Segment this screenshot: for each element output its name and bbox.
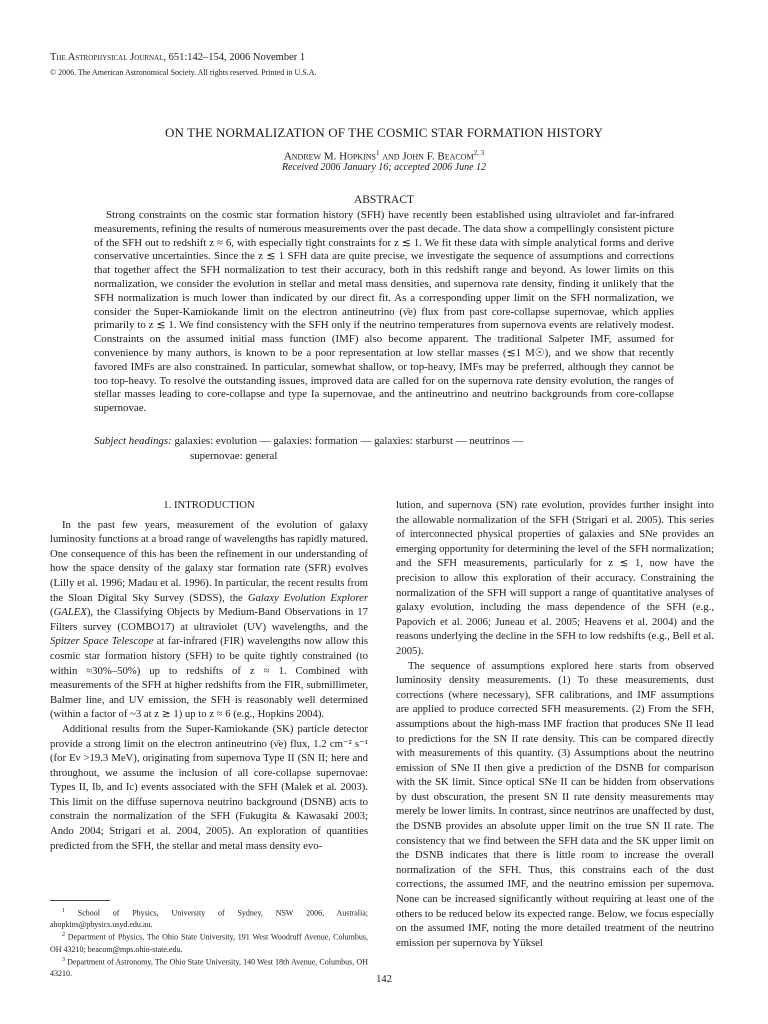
galex-mission-name: Galaxy Evolution Explorer: [247, 591, 369, 604]
body-paragraph-3: lution, and supernova (SN) rate evolution, provides further insight into the allowable normalization of the SFH (Strigari et al. 2005). This series of interconnected physical properties of galaxies and SNe provides an emerging opportunity for determining the level of the SFH normalization; and the SFH measurements, particularly for z ≲ 1, now have the precision to allow this exploration of their accuracy. Constraining the normalization of the SFH will support a range of quantitative analyses of galaxy evolution, including the mass dependence of the SFH (e.g., Papovich et al. 2006; Juneau et al. 2005; Heavens et al. 2004) and the reasons underlying the decline in the SFH to low redshifts (e.g., Bell et al. 2005).: [396, 499, 714, 657]
footnote-3-mark: 3: [62, 956, 65, 963]
journal-name: The Astrophysical Journal: [50, 52, 164, 63]
journal-citation-line: [50, 52, 305, 63]
subject-headings-line-1: [94, 434, 674, 449]
body-paragraph-1: [50, 518, 368, 722]
author-line: [50, 149, 718, 163]
author-conjunction: and: [379, 150, 403, 163]
section-heading-introduction: 1. INTRODUCTION: [163, 499, 255, 511]
footnote-1: [50, 906, 368, 930]
body-paragraph-1-part-a: In the past few years, measurement of the evolution of galaxy luminosity functions at a broad range of wavelengths has rapidly matured. One consequence of this has been the refinement in our understanding of how the space density of the galaxy star formation rate (SFR) evolves (Lilly et al. 1996; Madau et al. 1996). In particular, the recent results from the Sloan Digital Sky Survey (SDSS), the: [50, 518, 368, 604]
subject-headings-terms: galaxies: evolution — galaxies: formation — galaxies: starburst — neutrinos —: [171, 435, 524, 447]
body-paragraph-1-part-c: ), the Classifying Objects by Medium-Band Observations in 17 Filters survey (COMBO17) at ultraviolet (UV) wavelengths, and the: [50, 606, 368, 633]
footnote-2-text: Department of Physics, The Ohio State University, 191 West Woodruff Avenue, Columbus, OH 43210; beacom@mps.ohio-state.edu.: [50, 933, 368, 954]
footnote-3-text: Department of Astronomy, The Ohio State University, 140 West 18th Avenue, Columbus, OH 43210.: [50, 957, 368, 978]
subject-headings: [94, 434, 674, 463]
author-affiliation-mark-2: 2, 3: [473, 149, 485, 157]
copyright-line: [50, 68, 316, 77]
spitzer-telescope-name: Spitzer Space Telescope: [50, 635, 154, 648]
copyright-text: 2006. The American Astronomical Society. All rights reserved. Printed in U.S.A.: [56, 68, 317, 77]
body-paragraph-2: Additional results from the Super-Kamiokande (SK) particle detector provide a strong limit on the electron antineutrino (ν̄e) flux, 1.2 cm⁻² s⁻¹ (for Eν >19.3 MeV), originating from supernova Type II (SN II; here and throughout, we assume the inclusion of all core-collapse supernovae: Types II, Ib, and Ic) events associated with the SFH (Malek et al. 2003). This limit on the diffuse supernova neutrino background (DSNB) acts to constrain the normalization of the SFH (Fukugita & Kawasaki 2003; Ando 2004; Strigari et al. 2004, 2005). An exploration of quantities predicted from the SFH, the stellar and metal mass density evo-: [50, 722, 368, 852]
received-accepted-dates: Received 2006 January 16; accepted 2006 June 12: [281, 162, 487, 173]
footnote-1-text: School of Physics, University of Sydney, NSW 2006, Australia; ahopkins@physics.usyd.edu.au.: [50, 908, 368, 930]
body-paragraph-1-part-b: (: [50, 606, 54, 619]
page-number: 142: [376, 974, 392, 985]
footnote-2-mark: 2: [62, 932, 65, 939]
abstract-text: Strong constraints on the cosmic star formation history (SFH) have recently been established using ultraviolet and far-infrared measurements, refining the results of numerous measurements over the past decade. The data show a compellingly consistent picture of the SFH out to redshift z ≈ 6, with especially tight constraints for z ≲ 1. We fit these data with simple analytical forms and derive conservative uncertainties. Since the z ≲ 1 SFH data are quite precise, we investigate the sequence of assumptions and corrections that together affect the SFH normalization to test their accuracy, both in this redshift range and beyond. As lower limits on this normalization, we consider the evolution in stellar and metal mass densities, and supernova rate density, finding it unlikely that the SFH normalization is much lower than indicated by our direct fit. As a corresponding upper limit on the SFH normalization, we consider the Super-Kamiokande limit on the electron antineutrino (ν̄e) flux from past core-collapse supernovae, which applies primarily to z ≲ 1. We find consistency with the SFH only if the neutrino temperatures from supernova events are relatively modest. Constraints on the assumed initial mass function (IMF) also become apparent. The traditional Salpeter IMF, assumed for convenience by many authors, is known to be a poor representation at low stellar masses (≲1 M☉), and we show that recently favored IMFs are also constrained. In particular, somewhat shallow, or top-heavy, IMFs may be preferred, although they cannot be too top-heavy. To resolve the outstanding issues, improved data are called for on the supernova rate density evolution, the ranges of stellar masses leading to core-collapse and type Ia supernovae, and the antineutrino and neutrino backgrounds from core-collapse supernovae.: [94, 209, 674, 415]
footnote-1-mark: 1: [62, 908, 65, 914]
subject-headings-line-2: supernovae: general: [190, 449, 278, 462]
left-column: [50, 498, 368, 853]
author-name-2: John F. Beacom: [402, 150, 474, 163]
paper-title: ON THE NORMALIZATION OF THE COSMIC STAR FORMATION HISTORY: [164, 125, 604, 140]
abstract-heading: ABSTRACT: [353, 194, 415, 206]
footnote-divider: [50, 900, 110, 901]
right-column: [396, 498, 714, 950]
author-affiliation-mark-1: 1: [375, 149, 380, 157]
body-paragraph-4: The sequence of assumptions explored here starts from observed luminosity density measurements. (1) To these measurements, dust corrections (where necessary), SFR calibrations, and IMF assumptions are applied to produce corrected SFH measurements. (2) From the SFH, assumptions about the high-mass IMF fraction that produces SNe II lead to predictions for the SN II rate density. This can be compared directly with measurements of this quantity. (3) Assumptions about the neutrino emission of SNe II then give a prediction of the DSNB for comparison with the SK limit. Since optical SNe II can be hidden from observations by dust obscuration, the present SN II rate density measurements may merely be lower limits. In contrast, since neutrinos are unaffected by dust, the DSNB provides an absolute upper limit on the true SN II rate. The consistency that we find between the SFH data and the SK upper limit on the DSNB indicates that there is little room to increase the overall normalization of the SFH. Thus, this constrains each of the dust corrections, the assumed IMF, and the neutrino emission per supernova. None can be increased significantly without requiring at least one of the others to be reduced below its expected range. Below, we focus especially on the assumed IMF, noting the more detailed treatment of the neutrino emission per supernova by Yüksel: [396, 659, 714, 949]
journal-volume-date: , 651:142–154, 2006 November 1: [163, 52, 306, 63]
footnotes: [50, 906, 368, 979]
subject-headings-label: Subject headings:: [94, 435, 172, 447]
body-paragraph-1-part-d: at far-infrared (FIR) wavelengths now allow this cosmic star formation history (SFH) to be quite tightly constrained (to within ≈30%–50%) up to redshifts of z ≈ 1. Combined with measurements of the SFH at higher redshifts from the FIR, submillimeter, Balmer line, and UV emission, the SFH is reasonably well determined (within a factor of ~3 at z ≳ 1) up to z ≈ 6 (e.g., Hopkins 2004).: [50, 635, 368, 721]
footnote-2: [50, 930, 368, 954]
copyright-symbol: ©: [50, 68, 57, 77]
galex-abbreviation: GALEX: [53, 606, 87, 619]
author-name-1: Andrew M. Hopkins: [283, 150, 376, 163]
